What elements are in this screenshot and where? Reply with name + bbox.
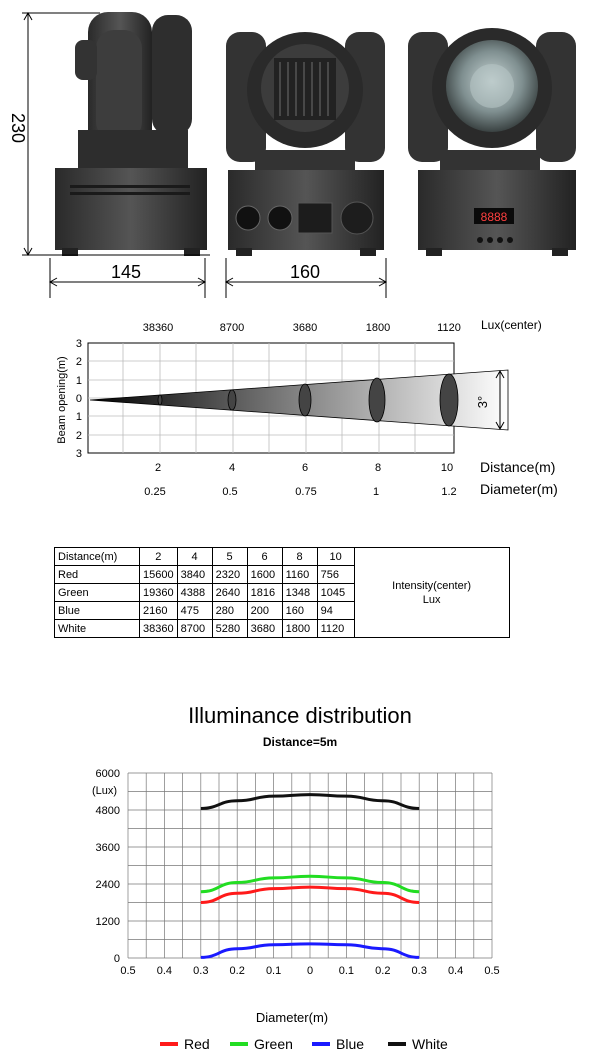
table-cell: 3680	[247, 620, 282, 638]
rear-view-photo	[226, 32, 385, 256]
legend-label: Red	[184, 1036, 210, 1052]
x-tick-label: 0.4	[447, 965, 464, 977]
illum-x-ticks	[120, 965, 499, 977]
table-cell: 2160	[140, 602, 178, 620]
table-cell: 4388	[177, 584, 212, 602]
front-view-photo	[408, 28, 576, 256]
illum-title: Illuminance distribution	[188, 703, 412, 728]
table-cell: 1045	[317, 584, 354, 602]
x-tick-label: 0.1	[338, 965, 355, 977]
beam-y-axis-label: Beam opening(m)	[56, 356, 68, 444]
y-tick-label: 6000	[95, 768, 120, 780]
table-cell: Blue	[55, 602, 140, 620]
illum-x-label: Diameter(m)	[255, 1010, 329, 1025]
x-tick-label: 0	[306, 965, 314, 977]
table-cell: 5280	[212, 620, 247, 638]
table-cell: 2640	[212, 584, 247, 602]
y-tick-label: 2400	[95, 879, 120, 891]
x-tick-label: 0.3	[193, 965, 209, 977]
lux-values	[143, 322, 461, 334]
distance-ticks	[155, 462, 453, 474]
table-cell: Green	[55, 584, 140, 602]
table-cell: 200	[247, 602, 282, 620]
table-cell: 1348	[282, 584, 317, 602]
y-tick-label: 3600	[95, 842, 120, 854]
intensity-note-line1: Intensity(center)	[392, 579, 472, 592]
svg-text:1.2: 1.2	[441, 486, 457, 498]
lux-value: 8700	[219, 322, 245, 334]
svg-text:1: 1	[75, 411, 82, 423]
product-photos	[0, 0, 600, 300]
table-cell: 15600	[140, 566, 178, 584]
beam-y-ticks	[76, 338, 82, 460]
table-cell: 1160	[282, 566, 317, 584]
svg-text:0.75: 0.75	[295, 486, 317, 498]
x-tick-label: 0.4	[156, 965, 173, 977]
x-tick-label: 0.5	[120, 965, 136, 977]
lux-value: 1120	[437, 322, 461, 334]
svg-text:3: 3	[75, 338, 82, 350]
table-cell: Red	[55, 566, 140, 584]
table-header-row	[55, 548, 510, 566]
legend-label: White	[412, 1036, 448, 1052]
svg-text:1: 1	[75, 375, 82, 387]
svg-text:3: 3	[75, 448, 82, 460]
illum-grid	[128, 773, 492, 958]
x-tick-label: 0.2	[375, 965, 391, 977]
table-cell: White	[55, 620, 140, 638]
illum-y-unit: (Lux)	[92, 785, 118, 797]
table-cell: 3840	[177, 566, 212, 584]
table-cell: 1120	[317, 620, 354, 638]
illum-y-ticks	[96, 768, 120, 965]
beam-angle: 3°	[475, 395, 490, 409]
illum-legend	[160, 1036, 448, 1052]
table-cell: 19360	[140, 584, 178, 602]
svg-text:6: 6	[301, 462, 309, 474]
beam-diagram	[0, 305, 600, 505]
intensity-note	[354, 548, 509, 638]
table-cell: 2320	[212, 566, 247, 584]
x-tick-label: 0.2	[229, 965, 245, 977]
svg-text:0: 0	[75, 393, 82, 405]
lux-value: 1800	[365, 322, 391, 334]
side-view-photo	[55, 12, 207, 256]
table-header-cell: 6	[247, 548, 282, 566]
svg-text:4: 4	[228, 462, 236, 474]
illum-subtitle: Distance=5m	[262, 735, 338, 749]
intensity-table	[54, 547, 510, 638]
distance-label: Distance(m)	[480, 459, 556, 475]
svg-text:0.25: 0.25	[144, 486, 166, 498]
x-tick-label: 0.5	[484, 965, 500, 977]
table-cell: 8700	[177, 620, 212, 638]
dimension-height: 230	[8, 112, 28, 144]
y-tick-label: 0	[113, 953, 120, 965]
svg-text:2: 2	[75, 430, 82, 442]
x-tick-label: 0.1	[265, 965, 282, 977]
y-tick-label: 1200	[95, 916, 120, 928]
diameter-label: Diameter(m)	[480, 481, 558, 497]
legend-label: Blue	[336, 1036, 365, 1052]
x-tick-label: 0.3	[411, 965, 427, 977]
svg-text:2: 2	[75, 356, 82, 368]
svg-text:8: 8	[374, 462, 382, 474]
illum-chart	[0, 760, 600, 1062]
table-cell: 1800	[282, 620, 317, 638]
table-cell: 38360	[140, 620, 178, 638]
svg-text:1: 1	[372, 486, 380, 498]
table-cell: 475	[177, 602, 212, 620]
svg-text:8888: 8888	[480, 210, 508, 224]
svg-text:10: 10	[440, 462, 454, 474]
legend-label: Green	[254, 1036, 293, 1052]
table-cell: 1600	[247, 566, 282, 584]
table-header-cell: 5	[212, 548, 247, 566]
table-cell: 160	[282, 602, 317, 620]
table-header-cell: 10	[317, 548, 354, 566]
svg-text:0.5: 0.5	[222, 486, 238, 498]
lux-value: 3680	[292, 322, 318, 334]
table-header-cell: 4	[177, 548, 212, 566]
diameter-ticks	[144, 486, 456, 498]
dimension-width-side: 145	[110, 262, 142, 282]
table-header-cell: Distance(m)	[55, 548, 140, 566]
table-header-cell: 2	[140, 548, 178, 566]
table-cell: 756	[317, 566, 354, 584]
lux-label: Lux(center)	[481, 318, 542, 332]
lux-value: 38360	[142, 322, 174, 334]
svg-text:2: 2	[154, 462, 162, 474]
intensity-note-line2: Lux	[422, 593, 441, 606]
y-tick-label: 4800	[95, 805, 120, 817]
table-cell: 280	[212, 602, 247, 620]
table-cell: 1816	[247, 584, 282, 602]
table-cell: 94	[317, 602, 354, 620]
dimension-width-front: 160	[289, 262, 321, 282]
table-header-cell: 8	[282, 548, 317, 566]
